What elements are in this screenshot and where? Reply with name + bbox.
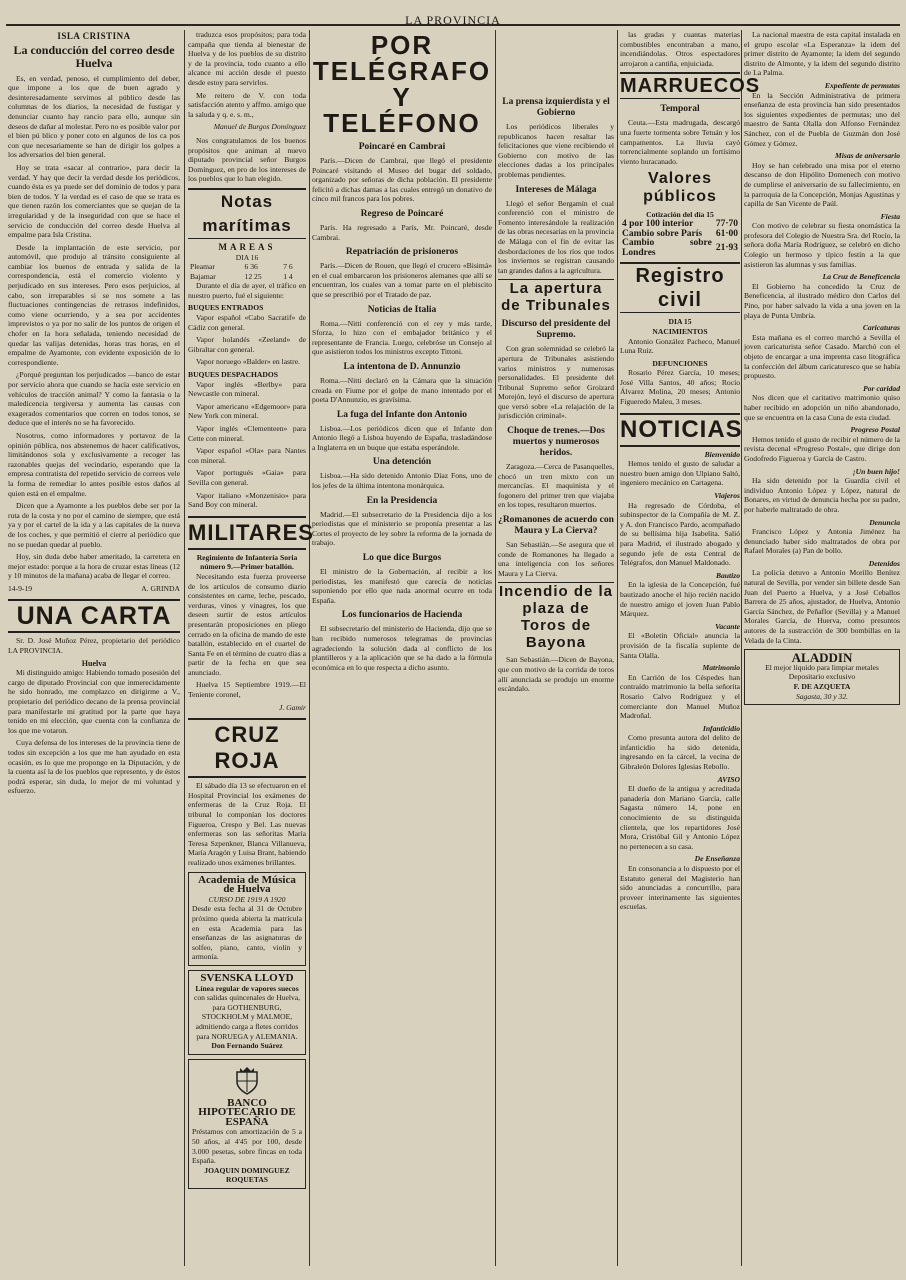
article-continuation: La nacional maestra de esta capital instalada en el grupo escolar «La Esperanza» la idem del primer distrito de Ayamonte; la idem del segundo distrito de Almonte, y la idem del segundo distrito de La Palma. xyxy=(744,30,900,78)
news-title: Bautizo xyxy=(715,570,740,580)
article-text: Llegó el señor Bergamín el cual conferenció con el ministro de Fomento interesándole la realización de las obras necesarias en la provincia de Málaga con el fin de evitar las desbordaciones de los ríos que todos los inviernos se registran causando tan grandes daños a la agricultura. xyxy=(498,198,614,275)
paragraph: Vapor italiano «Monzenisio» para Sand Boy con mineral. xyxy=(188,490,306,510)
news-text: Hoy se han celebrado una misa por el eterno descanso de don Hipólito Domenech con motivo de cumplirse el aniversario de su fallecimiento, en la parroquia de la Concepción, Monjas Agustinas y capilla de San Vicente de Paúl. xyxy=(744,160,900,209)
news-text: Ha sido detenido por la Guardia civil el individuo Antonio López y López, natural de Bonares, en virtud de denuncia hecha por su padre, por haberle maltratado de obra. xyxy=(744,476,900,514)
nacimientos-text: Antonio González Pacheco, Manuel Luna Ruiz. xyxy=(620,336,740,356)
cruz-roja-title: CRUZ ROJA xyxy=(188,718,306,778)
mareas-cell: 12 25 xyxy=(244,271,262,281)
article-title: Choque de trenes.—Dos muertos y numerosos heridos. xyxy=(507,426,605,459)
section-label: ISLA CRISTINA xyxy=(57,31,131,41)
news-text: Con motivo de celebrar su fiesta onomástica la profesora del Colegio de Nuestra Sra. del Rocío, la señora doña María Rodríguez, se celebró en dicho Colegio un hermoso y típico festín a la que asistieron las alumnas y sus familias. xyxy=(744,221,900,269)
news-text: Como presunta autora del delito de infanticidio ha sido detenida, ingresando en la cárcel, la vecina de Gibraleón Dolores Iglesias Rebollo. xyxy=(620,733,740,772)
column-1 xyxy=(8,30,180,1266)
article-text: Lisboa.—Los periódicos dicen que el Infante don Antonio llegó a Lisboa huyendo de España, trasladándose a Inglaterra en un buque que estaba esperándole. xyxy=(312,423,492,452)
news-text: Hemos tenido el gusto de recibir el número de la revista decenal «Progreso Postal», que dirige don Godofredo Figueroa y García de Castro. xyxy=(744,434,900,463)
mareas-row xyxy=(188,262,306,272)
academia-ad xyxy=(188,872,306,966)
marruecos-text: Ceuta.—Esta madrugada, descargó una fuerte tormenta sobre Tetuán y los campamentos. La lluvia cayó torrencialmente soplando un fortísimo viento huracanado. xyxy=(620,118,740,166)
valores-label: Cambio sobre París xyxy=(622,228,703,239)
article-text: París.—Dicen de Rouen, que llegó el crucero «Bisimá» en el cual embarcaron los prisioneros alemanes que allí se encuentran, los cuales van a tomar parte en el plebiscito que se prescribió por el Tratado de paz. xyxy=(312,261,492,299)
article-title: La fuga del Infante don Antonio xyxy=(336,409,468,420)
article-footer xyxy=(8,584,180,594)
column-divider xyxy=(184,30,185,1266)
article-title: Los funcionarios de Hacienda xyxy=(341,610,463,621)
article-title: Una detención xyxy=(372,457,432,468)
news-title: Detenidos xyxy=(868,558,900,568)
news-text: La policía detuvo a Antonio Morillo Benítez natural de Sevilla, por vender sin billete desde San Juan del Puerto a Huelva, y a José Ceballos Barrera de 25 años, ajustador, de Huelva, Antonio García Sánchez, de Peñaflor (Sevilla) y a Manuel Morales García, de Huerva, como presuntos autores de la sustracción de 300 bombillas en la Velada de la Cinta. xyxy=(744,568,900,645)
article-title: En la Presidencia xyxy=(366,495,438,506)
banco-ad xyxy=(188,1059,306,1189)
paragraph: Vapor portugués «Gaia» para Sevilla con general. xyxy=(188,468,306,487)
letter-continuation xyxy=(188,30,306,119)
article-title: ¿Romanones de acuerdo con Maura y La Cierva? xyxy=(498,515,614,537)
article-title: Incendio de la plaza de Toros de Bayona xyxy=(498,583,614,652)
article-title: Poincaré en Cambrai xyxy=(358,142,446,152)
column-2 xyxy=(188,30,314,1266)
article-text: Roma.—Nitti declaró en la Cámara que la situación creada en Fiume por el golpe de mano intentado por el poeta D'Annunzio, es gravísima. xyxy=(312,375,492,405)
article-text: Zaragoza.—Cerca de Pasanquelles, chocó un tren mixto con un mercancías. El maquinista y el fogonero del primer tren que viajaba en los topes, resultaron muertos. xyxy=(498,462,614,510)
despachados-title: BUQUES DESPACHADOS xyxy=(188,370,278,380)
news-title: Caricaturas xyxy=(862,323,900,333)
article-text: Con gran solemnidad se celebró la apertura de Tribunales asistiendo varios ministros y numerosas personalidades. El presidente del Tribunal Supremo señor Groizard Morejón, leyó el discurso de apertura que versó sobre «La relajación de la jurisdicción criminal». xyxy=(498,344,614,421)
paragraph: Vapor americano «Edgemoor» para New York con mineral. xyxy=(188,401,306,421)
marruecos-subtitle: Temporal xyxy=(660,104,700,115)
defunciones-title: DEFUNCIONES xyxy=(652,358,708,368)
article-text: París.—Dicen de Cambrai, que llegó el presidente Poincaré visitando el Museo del bugar del soldado, organizado por señoras de dicha población. El presidente felicitó a dichas damas a las cuales entregó un donativo de cinco mil francos para los pobres. xyxy=(312,156,492,204)
article-body xyxy=(8,74,180,581)
news-title: Vacante xyxy=(715,621,740,631)
article-title: La intentona de D. Annunzio xyxy=(343,361,461,372)
paragraph: Me reitero de V. con toda satisfacción atento y affmo. amigo que la saluda y q. e. s. m., xyxy=(188,90,306,119)
news-text: En la iglesia de la Concepción, fué bautizado anoche el hijo recién nacido de nuestro amigo el joven Juan Pablo Márquez. xyxy=(620,580,740,619)
aladdin-line-2: Depositario exclusivo xyxy=(788,672,856,682)
paragraph: Desde la implantación de este servicio, por automóvil, que produjo al tránsito consiguiente al cambiar los buenos de entrada y salida de la correspondencia, está el comercio violento y perjudicado en sus intereses. Pero esos perjuicios, al cabo, son irreparables si se nos somete a las fluctuaciones contingencias de retrasos indefinidos, como viene ocurriendo, y a sea por accidentes imprevistos o ya por no salir de los puntos de origen el chofer en la hora señalada, teniendo necesidad de quedar las valijas detenidas, horas tras horas, en el empalme de Ayamonte, con evidente exposición de lo correspondiente. xyxy=(8,242,180,367)
news-text: En Carrión de los Céspedes han contraído matrimonio la bella señorita Rosario Calvo Rodríguez y el comerciante don Manuel Muñoz Madroñal. xyxy=(620,672,740,721)
news-text: Ha regresado de Córdoba, el subinspector de la Compañía de M. Z. y A. don Francisco Pardo, acompañado de su bellísima hija Isabelita. Salió para Madrid, el ilustrado abogado y segundo jefe de esta Central de Telégrafos, don Manuel Maldonado. xyxy=(620,500,740,568)
militares-date: Huelva 15 Septiembre 1919.—El Teniente coronel, xyxy=(188,680,306,700)
column-divider xyxy=(617,30,618,1266)
news-title: Bienvenido xyxy=(704,449,740,459)
registro-title: Registro civil xyxy=(620,262,740,313)
article-continuation: las gradas y cuantas materias combustibles encontraban a mano, incendiándolas. Otros espectadores arrojaron a cantiña, enjuiciada. xyxy=(620,30,740,68)
academia-subtitle: CURSO DE 1919 A 1920 xyxy=(208,894,286,904)
paragraph: Nosotros, como informadores y portavoz de la opinión pública, nos abstenemos de hacer calificativos, limitándonos sola y exclusivamente a recoger las razonables quejas del vecindario, esperando que la empresa contratista del repetido servicio de correos vele la forma de remediar lo antes posible estos daños al quien está en el empalme. xyxy=(8,430,180,498)
valores-table xyxy=(620,220,740,258)
article-text: San Sebastián.—Se asegura que el conde de Romanones ha llegado a una inteligencia con los señores Maura y La Cierva. xyxy=(498,540,614,578)
article-text: Lisboa.—Ha sido detenido Antonio Díaz Fons, uno de los jefes de la última intentona monárquica. xyxy=(312,471,492,491)
mareas-cell: Bajamar xyxy=(190,271,216,281)
paragraph: Vapor holandés «Zeeland» de Gibraltar con general. xyxy=(188,335,306,354)
nacimientos-title: NACIMIENTOS xyxy=(652,326,708,336)
header-rule xyxy=(6,24,900,26)
column-3 xyxy=(312,30,492,1266)
article-text: El subsecretario del ministerio de Hacienda, dijo que se han recibido numerosos telegramas de provincias agradeciendo la solución dada al conflicto de los plantilleros y a la aplicación que se ha dado a la fórmula económica en lo que respecta a dicho asunto. xyxy=(312,624,492,672)
mareas-cell: Pleamar xyxy=(190,262,215,272)
paragraph: Es, en verdad, penoso, el cumplimiento del deber, que impone a los que de buen agrado y desinteresadamente servimos al público desde las columnas de los diarios, la necesidad de fustigar y denunciar cuanto hay rancio para ello, aunque sin deseos de dañar al molestar. Pero no es posible valor por el bien pú blico y poner coto en algunos de los ca pos con que necesariamente se han de dirigir los golpes a los adversarios del bien general. xyxy=(8,73,180,160)
cruz-roja-text: El sábado día 13 se efectuaron en el Hospital Provincial los exámenes de enfermeras de la Cruz Roja. El tribunal lo componían los doctores Figueroa, Crespo y Bel. Las nuevas enfermeras son las señoritas María Teresa Szpenkner, Blanca Villanueva, María Aragón y Luisa Brant, habiendo realizado unos exámenes brillantes. xyxy=(188,781,306,867)
article-signature: A. GRINDA xyxy=(141,583,180,593)
news-text: Nos dicen que el caritativo matrimonio quiso haber recibido en adopción un niño abandonado, que se encuentra en la casa Cuna de esta ciudad. xyxy=(744,393,900,422)
news-title: Denuncia xyxy=(869,517,900,527)
masthead-line-1: POR TELÉGRAFO xyxy=(312,30,492,86)
mareas-cell: 1 4 xyxy=(283,271,293,281)
article-date: 14-9-19 xyxy=(8,583,33,593)
masthead-spacer xyxy=(498,30,614,92)
valores-value: 21·93 xyxy=(715,242,738,253)
paragraph: Vapor inglés «Clementeen» para Cette con mineral. xyxy=(188,424,306,443)
aladdin-line-3: F. DE AZQUETA xyxy=(793,682,851,691)
article-title: La prensa izquierdista y el Gobierno xyxy=(502,97,610,118)
news-title: Misas de aniversario xyxy=(835,151,900,161)
noticias-title: NOTICIAS xyxy=(620,413,740,447)
valores-subtitle: Cotización del día 15 xyxy=(646,210,714,220)
news-text: Francisco López y Antonia Jiménez ha denunciado haber sido maltratados de obra por Rafael Morales (a) Pan de bollo. xyxy=(744,527,900,556)
notas-text: Durante el día de ayer, el tráfico en nuestro puerto, fué el siguiente: xyxy=(188,281,306,300)
svenska-text: con salidas quincenales de Huelva, para GOTHENBURG, STOCKHOLM y MALMOE, admitiendo carga a fletes corridos para NORUEGA y ALEMANIA. xyxy=(193,993,301,1041)
carta-place: Huelva xyxy=(81,658,107,668)
svenska-ad xyxy=(188,970,306,1055)
news-title: Por caridad xyxy=(863,383,900,393)
news-text: El Gobierno ha concedido la Cruz de Beneficencia, al ilustrado médico don Carlos del Pino, por haber salvado la vida a una joven en la playa de Punta Umbría. xyxy=(744,281,900,320)
academia-text: Desde esta fecha al 31 de Octubre próximo queda abierta la matrícula en esta Academia para las enseñanzas de las asignaturas de solfeo, piano, canto, violín y armonía. xyxy=(192,904,302,962)
militares-title: MILITARES xyxy=(188,516,306,550)
banco-text: Préstamos con amortización de 5 a 50 años, al 4'45 por 100, desde 3.000 pesetas, sobre fincas en toda España. xyxy=(192,1127,302,1166)
mareas-row xyxy=(188,272,306,282)
svenska-title: SVENSKA LLOYD xyxy=(200,971,294,984)
column-divider xyxy=(741,30,742,1266)
news-title: Expediente de permutas xyxy=(824,80,900,90)
mareas-day: DIA 16 xyxy=(235,252,259,262)
news-title: La Cruz de Beneficencia xyxy=(822,272,900,282)
article-title: La apertura de Tribunales xyxy=(498,279,614,314)
article-text: San Sebastián.—Dicen de Bayona, que con motivo de la corrida de toros allí anunciada se produjo un enorme escándalo. xyxy=(498,655,614,694)
news-text: En la Sección Administrativa de primera enseñanza de esta provincia han sido presentados los siguientes expedientes de permutas; uno del maestro de Santa Olalla don Alfonso Fernández Sánchez, con el de Puebla de Guzmán don José Gómez y Gómez. xyxy=(744,90,900,148)
masthead xyxy=(312,32,492,136)
column-divider xyxy=(495,30,496,1266)
aladdin-line-1: El mejor líquido para limpiar metales xyxy=(765,662,879,672)
article-title: Noticias de Italia xyxy=(367,304,437,315)
entrados-list xyxy=(188,313,306,367)
notas-title: Notas marítimas xyxy=(188,188,306,239)
militares-text: Necesitando esta fuerza proveerse de los artículos de consumo diario consistentes en carne, leche, pescado, verduras, vinos y vinagres, los que deseen surtir de estos artículos presentarán proposiciones en pliego cerrado en la oficina de mando de este batallón, establecido en el cuartel de Santa Fe en el término de cuatro días a partir de la fecha en que sea anunciado. xyxy=(188,571,306,677)
paragraph: Hoy se trata «sacar al contrario», para decir la verdad. Y hay que decir la verdad desde los periódicos, cuando ésta es ya puede ser del dominio de todos y para bien de todos. Y la verdad es el caso de que se trata es que tienen razón los comerciantes que se quejan de la irregularidad y de la inseguridad con que se hace el servicio de conducción del correo desde Huelva al empalme para Isla Cristina. xyxy=(8,162,180,240)
marruecos-title: MARRUECOS xyxy=(620,72,740,99)
news-title: Viajeros xyxy=(714,491,740,501)
paragraph: Dicen que a Ayamonte a los pueblos debe ser por la ruta de la costa y no por el camino de siempre, que está ya y por el cartel de la ida y a las capitales de la nueva de los coches, y que permitió el cierre al periódico que no se puedan quedar al pueblo. xyxy=(8,501,180,549)
editorial-note: Nos congratulamos de los buenos propósitos que animan al nuevo diputado provincial señor Burgos Domínguez, en pro de los intereses de los pueblos que lo han elegido. xyxy=(188,135,306,184)
news-text: El «Boletín Oficial» anuncia la provisión de la fiscalía suplente de Santa Olalla. xyxy=(620,631,740,660)
news-title: Progreso Postal xyxy=(850,425,900,435)
article-title: Repatriación de prisioneros xyxy=(345,247,459,258)
coat-of-arms-icon xyxy=(232,1066,262,1096)
news-title: Matrimonio xyxy=(702,663,740,673)
paragraph: traduzca esos propósitos; para toda campaña que tienda al bienestar de Huelva y de los pueblos de su distrito y de la provincia, todo cuanto a ello alcance mi acción desde el puesto desde estoy para servirlos. xyxy=(188,30,306,87)
paragraph: Vapor español «Ola» para Nantes con mineral. xyxy=(188,446,306,465)
news-text: Hemos tenido el gusto de saludar a nuestro buen amigo don Ulpiano Saltó, ingeniero mecánico en Cartagena. xyxy=(620,459,740,488)
article-title: Lo que dice Burgos xyxy=(362,553,442,564)
valores-label: 4 por 100 interior xyxy=(622,218,694,229)
news-title: Fiesta xyxy=(880,211,900,221)
despachados-list xyxy=(188,380,306,510)
news-title: AVISO xyxy=(717,774,740,784)
mareas-table xyxy=(188,262,306,281)
paragraph: Mi distinguido amigo: Habiendo tomado posesión del cargo de diputado Provincial con que inmerecidamente he sido honrado, me complazco en dirigirme a V., propietario del periódico decano de la prensa provincial para manifestarle mi gratitud por la parte que haya tenido en mi elección, que cuenta con la confianza de los que me votaron. xyxy=(8,668,180,735)
article-text: Los periódicos liberales y republicanos hacen resaltar las felicitaciones que viene recibiendo el Gobierno con motivo de las elecciones dadas a los principales problemas pendientes. xyxy=(498,122,614,179)
article-text: El ministro de la Gobernación, al recibir a los periodistas, les manifestó que carecía de noticias suponiendo por ello que nada anormal ocurre en toda España. xyxy=(312,567,492,605)
valores-row xyxy=(620,239,740,258)
banco-contact: JOAQUIN DOMINGUEZ ROQUETAS xyxy=(204,1165,290,1185)
article-title: Discurso del presidente del Supremo. xyxy=(501,319,611,341)
valores-title: Valores públicos xyxy=(643,170,717,206)
militares-signature: J. Gamir xyxy=(279,702,306,712)
column-4 xyxy=(498,30,614,1266)
paragraph: Hoy, sin duda debe haber ameritado, la carretera en mejor estado: porque a la hora de cruzar estas líneas (12 y 10 minutos de la mañana) acaba de llegar el correo. xyxy=(8,552,180,581)
article-text: Roma.—Nitti conferenció con el rey y más tarde, Sforza, lo hizo con el embajador británico y el representante de Francia. Luego, celebróse un Consejo al que asistieron todos los ministros excepto Tittoni. xyxy=(312,318,492,357)
militares-subtitle: Regimiento de Infantería Soria número 9.—Primer batallón. xyxy=(196,552,298,572)
academia-title: Academia de Música de Huelva xyxy=(198,873,296,896)
valores-label: Cambio sobre Londres xyxy=(622,238,712,258)
article-title: Regreso de Poincaré xyxy=(360,208,444,219)
paragraph: Vapor español «Cabo Sacratif» de Cádiz con general. xyxy=(188,313,306,332)
news-title: ¡Un buen hijo! xyxy=(852,466,900,476)
news-text: El dueño de la antigua y acreditada panadería don Mariano García, calle Sagasta número 14, pone en conocimiento de su distinguida clientela, que los repartidores José Mora, Cristóbal Gil y Antonio López no pertenecen a su casa. xyxy=(620,784,740,851)
carta-intro: Sr. D. José Muñoz Pérez, propietario del periódico LA PROVINCIA. xyxy=(8,636,180,656)
defunciones-text: Rosario Pérez García, 10 meses; José Villa Santos, 40 años; Rocío Álvarez Molina, 20 meses; Antonio Figueredo Maleu, 3 meses. xyxy=(620,368,740,407)
article-text: París. Ha regresado a París, Mr. Poincaré, desde Cambrai. xyxy=(312,222,492,242)
telegraph-articles xyxy=(312,142,492,672)
paragraph: Vapor noruego «Balder» en lastre. xyxy=(196,357,300,367)
aladdin-line-4: Sagasta, 30 y 32. xyxy=(795,691,849,701)
mareas-cell: 7 6 xyxy=(283,262,293,272)
news-text: En consonancia a lo dispuesto por el Estatuto general del Magisterio han sido anunciadas a concurrillo, para proveer interinamente las siguientes escuelas. xyxy=(620,864,740,912)
banco-title: BANCO HIPOTECARIO DE ESPAÑA xyxy=(198,1096,296,1128)
news-title: Infanticidio xyxy=(702,723,740,733)
valores-value: 61·00 xyxy=(715,228,738,239)
news-items xyxy=(744,81,900,645)
mareas-title: MAREAS xyxy=(218,241,276,252)
letter-signature: Manuel de Burgos Domínguez xyxy=(213,122,306,132)
article-title: Intereses de Málaga xyxy=(515,184,597,195)
column-divider xyxy=(309,30,310,1266)
column-5 xyxy=(620,30,761,1266)
paragraph: ¿Porqué preguntan los perjudicados —banco de estar por servicio ahora que cuando se hacía este servicio en vehículos de tracción animal? Y como la fantasía o la maledicencia tergiversa y aumenta las causas con exagerados comentarios que corren en todos tonos, se deduce que el interés no se ha favorecido. xyxy=(8,370,180,428)
aladdin-ad xyxy=(744,649,900,705)
valores-value: 77·70 xyxy=(715,218,738,229)
article-title: La conducción del correo desde Huelva xyxy=(13,42,175,70)
news-title: De Enseñanza xyxy=(694,854,740,864)
registro-day: DIA 15 xyxy=(668,317,692,327)
column-6 xyxy=(744,30,900,1266)
carta-body xyxy=(8,668,180,796)
carta-title: UNA CARTA xyxy=(8,599,180,633)
mareas-cell: 6 36 xyxy=(244,262,258,272)
aladdin-title: ALADDIN xyxy=(791,650,853,666)
noticias-list xyxy=(620,450,740,912)
telegraph-articles-continued xyxy=(498,97,614,694)
svenska-contact: Don Fernando Suárez xyxy=(211,1041,283,1051)
paragraph: Cuya defensa de los intereses de la provincia tiene de todos sin excepción a los que me han ayudado en esta ocasión, es lo que me propongo en la Diputación, y de la cuenta así la de los pueblos que represento, y de éstos podrá esperar, sin duda, lo mejor de mi voluntad y esfuerzo. xyxy=(8,738,180,796)
entrados-title: BUQUES ENTRADOS xyxy=(188,303,264,313)
masthead-line-2: Y TELÉFONO xyxy=(323,82,481,138)
news-text: Esta mañana es el correo marchó a Sevilla el joven caricaturista señor Casado. Marchó con el objeto de encargar a una imprenta caso litográfica la confección del álbum caricaturesco que se había propuesto. xyxy=(744,332,900,381)
paragraph: Vapor inglés «Berlby» para Newcastle con mineral. xyxy=(188,379,306,399)
svenska-subtitle: Línea regular de vapores suecos xyxy=(195,983,299,993)
newspaper-name: LA PROVINCIA xyxy=(399,13,507,27)
article-text: Madrid.—El subsecretario de la Presidencia dijo a los periodistas que el ministerio se proponía presentar a las Cortes el proyecto de ley sobre la reforma de la jornada de trabajo. xyxy=(312,509,492,548)
